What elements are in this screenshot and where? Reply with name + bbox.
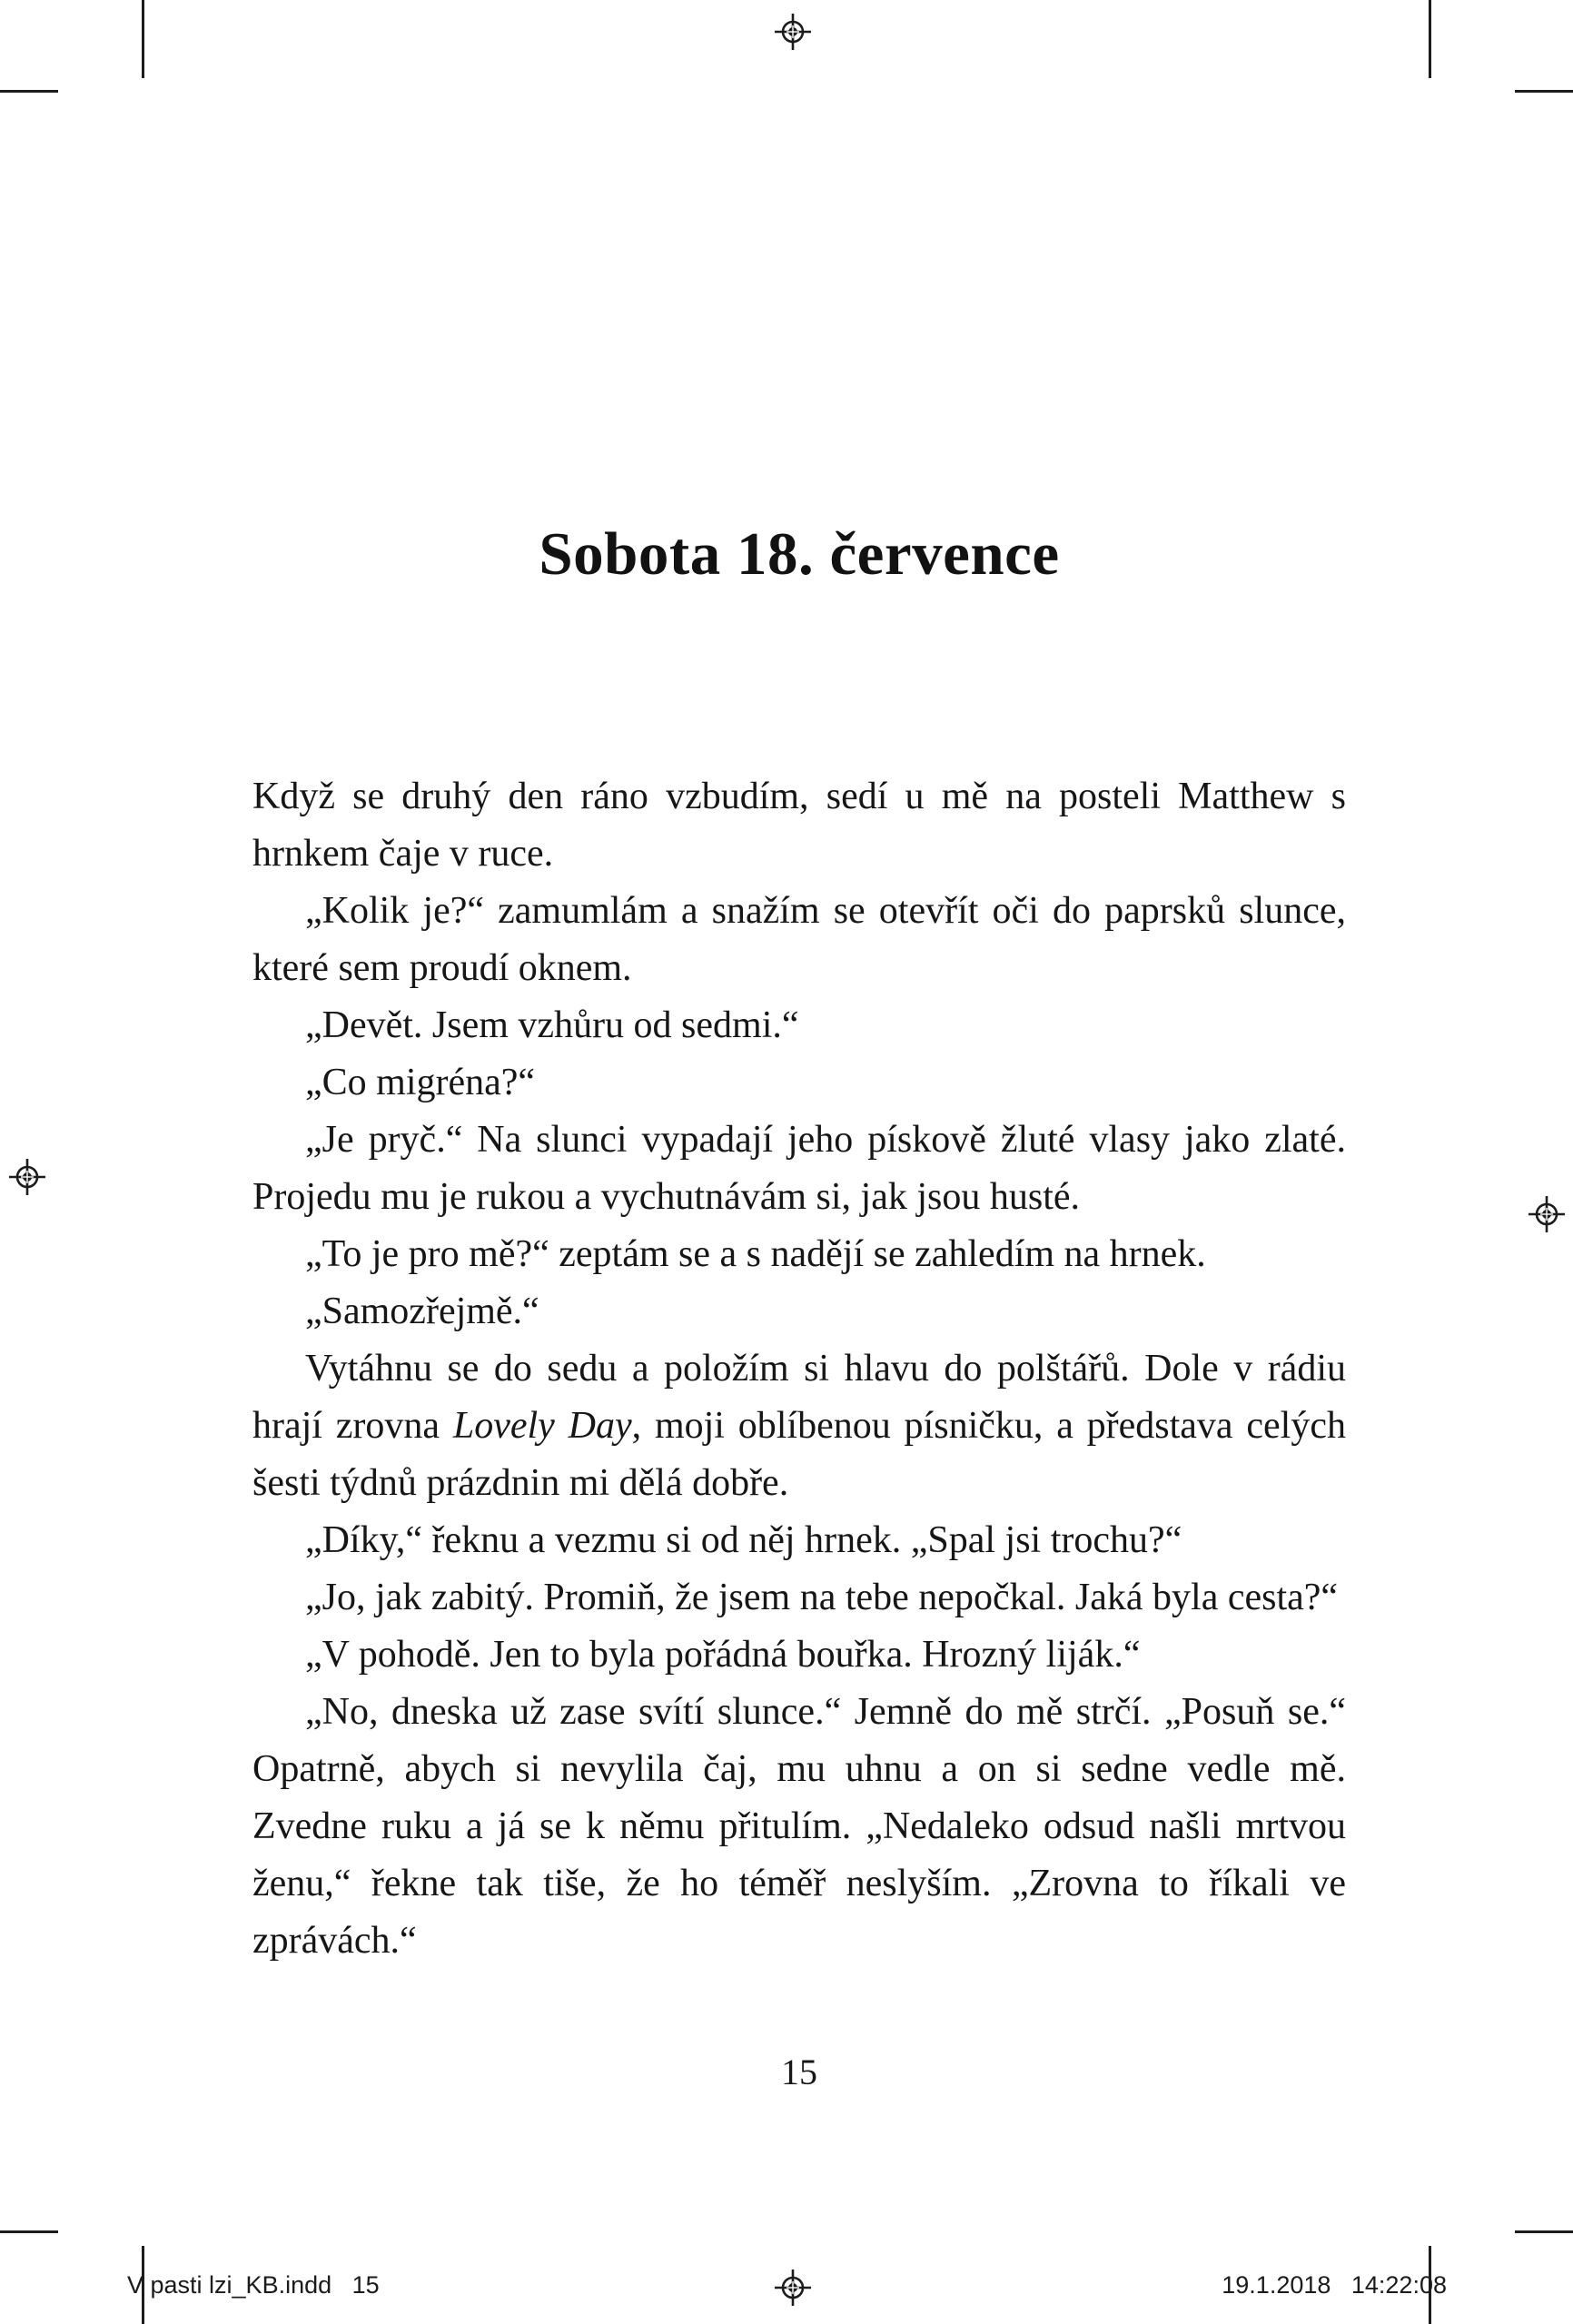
- paragraph: [252, 1512, 1346, 1569]
- registration-mark-icon: [775, 2270, 811, 2306]
- paragraph: [252, 1054, 1346, 1112]
- crop-mark: [1515, 90, 1573, 93]
- text-run: „V pohodě. Jen to byla pořádná bouřka. Hrozný liják.“: [305, 1634, 1141, 1676]
- paragraph: [252, 1226, 1346, 1283]
- paragraph: [252, 1112, 1346, 1226]
- page-number: 15: [781, 2052, 817, 2092]
- registration-mark-icon: [775, 14, 811, 50]
- paragraph: [252, 883, 1346, 997]
- italic-run: Lovely Day: [452, 1405, 632, 1447]
- body-text: [252, 768, 1346, 1970]
- text-run: „Je pryč.“ Na slunci vypadají jeho pískově žluté vlasy jako zlaté. Projedu mu je rukou a vychutnávám si, jak jsou husté.: [252, 1119, 1346, 1218]
- crop-mark: [1429, 0, 1431, 78]
- slug-timestamp: 19.1.2018 14:22:08: [1222, 2271, 1447, 2299]
- text-run: , moji oblíbenou písničku, a představa celých šesti týdnů prázdnin mi dělá dobře.: [252, 1405, 1346, 1504]
- text-run: „Co migréna?“: [305, 1062, 536, 1103]
- text-run: „To je pro mě?“ zeptám se a s nadějí se zahledím na hrnek.: [305, 1233, 1206, 1275]
- paragraph: [252, 1627, 1346, 1684]
- text-run: „Jo, jak zabitý. Promiň, že jsem na tebe nepočkal. Jaká byla cesta?“: [305, 1577, 1339, 1618]
- text-run: „Samozřejmě.“: [305, 1291, 539, 1332]
- registration-mark-icon: [9, 1159, 45, 1195]
- crop-mark: [0, 2230, 58, 2233]
- paragraph: [252, 1684, 1346, 1970]
- crop-mark: [0, 90, 58, 93]
- paragraph: [252, 1569, 1346, 1627]
- paragraph: [252, 768, 1346, 883]
- slug-filename: V pasti lzi_KB.indd 15: [127, 2271, 380, 2299]
- text-run: „Díky,“ řeknu a vezmu si od něj hrnek. „Spal jsi trochu?“: [305, 1519, 1182, 1561]
- text-run: „Devět. Jsem vzhůru od sedmi.“: [305, 1004, 799, 1046]
- paragraph: [252, 997, 1346, 1054]
- text-run: „No, dneska už zase svítí slunce.“ Jemně do mě strčí. „Posuň se.“ Opatrně, abych si nevylila čaj, mu uhnu a on si sedne vedle mě. Zvedne ruku a já se k němu přitulím. „Nedaleko odsud našli mrtvou ženu,“ řekne tak tiše, že ho téměř neslyším. „Zrovna to říkali ve zprávách.“: [252, 1691, 1346, 1962]
- text-run: Když se druhý den ráno vzbudím, sedí u mě na posteli Matthew s hrnkem čaje v ruce.: [252, 776, 1346, 875]
- text-run: Vytáhnu se do sedu a položím si hlavu do polštářů. Dole v rádiu hrají zrovna: [252, 1348, 1346, 1447]
- registration-mark-icon: [1528, 1196, 1565, 1232]
- crop-mark: [142, 0, 144, 78]
- chapter-title: Sobota 18. července: [539, 520, 1060, 588]
- paragraph: [252, 1340, 1346, 1512]
- text-run: „Kolik je?“ zamumlám a snažím se otevřít oči do paprsků slunce, které sem proudí oknem.: [252, 890, 1346, 989]
- crop-mark: [1515, 2230, 1573, 2233]
- paragraph: [252, 1283, 1346, 1340]
